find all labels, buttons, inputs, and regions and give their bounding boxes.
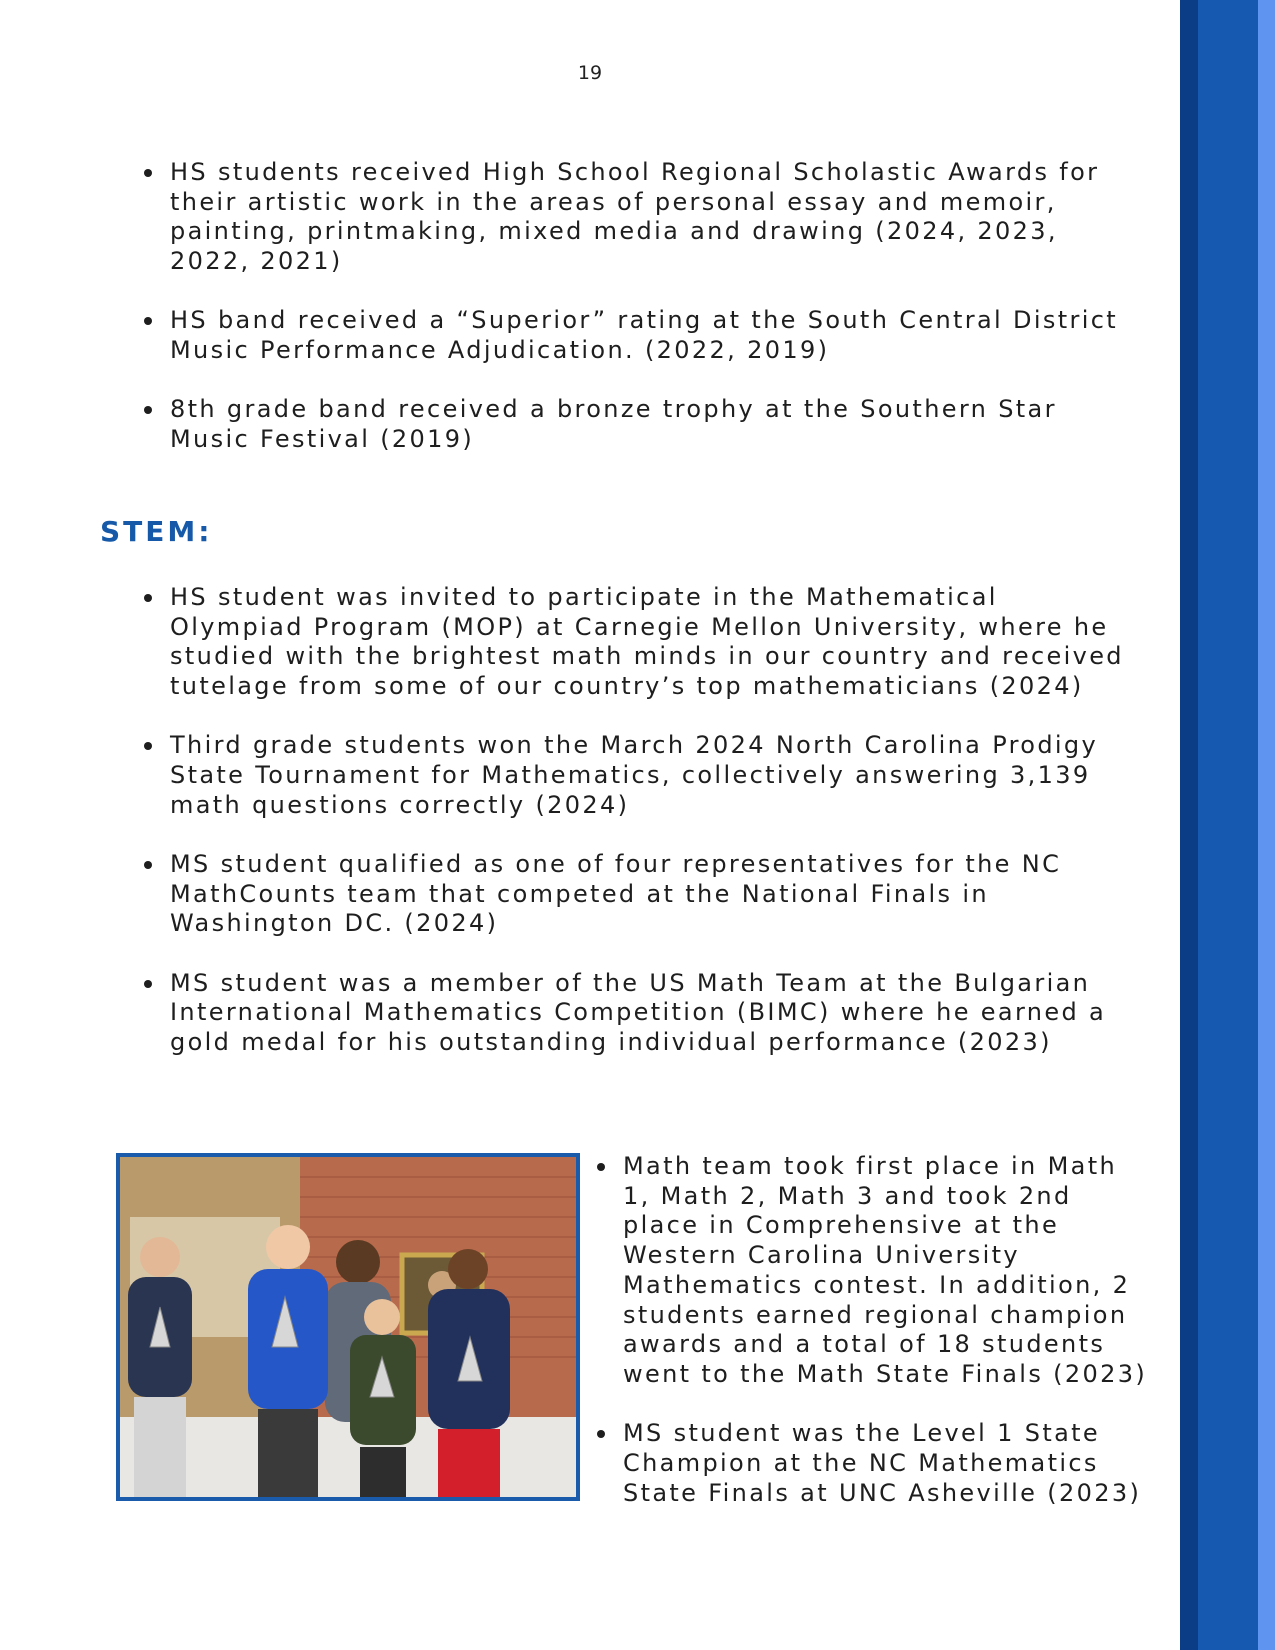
math-team-achievements-list	[593, 1152, 1153, 1538]
math-team-photo	[116, 1153, 580, 1501]
list-item: HS band received a “Superior” rating at the South Central District Music Performance Adjudication. (2022, 2019)	[140, 306, 1140, 365]
page-number: 19	[577, 62, 603, 84]
list-item: MS student was a member of the US Math Team at the Bulgarian International Mathematics Competition (BIMC) where he earned a gold medal for his outstanding individual performance (2023)	[140, 969, 1140, 1058]
stem-heading: STEM:	[100, 515, 213, 548]
list-item: HS students received High School Regional Scholastic Awards for their artistic work in the areas of personal essay and memoir, painting, printmaking, mixed media and drawing (2024, 2023, 2022, 2021)	[140, 158, 1140, 277]
side-bar-light-stripe	[1258, 0, 1275, 1650]
math-team-photo-illustration	[120, 1157, 576, 1497]
list-item: MS student was the Level 1 State Champion at the NC Mathematics State Finals at UNC Asheville (2023)	[593, 1419, 1153, 1508]
stem-achievements-list	[140, 583, 1140, 1087]
list-item: 8th grade band received a bronze trophy at the Southern Star Music Festival (2019)	[140, 395, 1140, 454]
arts-achievements-list	[140, 158, 1140, 484]
list-item: Math team took first place in Math 1, Math 2, Math 3 and took 2nd place in Comprehensive at the Western Carolina University Mathematics contest. In addition, 2 students earned regional champion awards and a total of 18 students went to the Math State Finals (2023)	[593, 1152, 1153, 1390]
list-item: Third grade students won the March 2024 North Carolina Prodigy State Tournament for Mathematics, collectively answering 3,139 math questions correctly (2024)	[140, 731, 1140, 820]
list-item: MS student qualified as one of four representatives for the NC MathCounts team that competed at the National Finals in Washington DC. (2024)	[140, 850, 1140, 939]
list-item: HS student was invited to participate in the Mathematical Olympiad Program (MOP) at Carnegie Mellon University, where he studied with the brightest math minds in our country and received tutelage from some of our country’s top mathematicians (2024)	[140, 583, 1140, 702]
side-bar-mid-stripe	[1198, 0, 1258, 1650]
side-bar-dark-stripe	[1180, 0, 1198, 1650]
